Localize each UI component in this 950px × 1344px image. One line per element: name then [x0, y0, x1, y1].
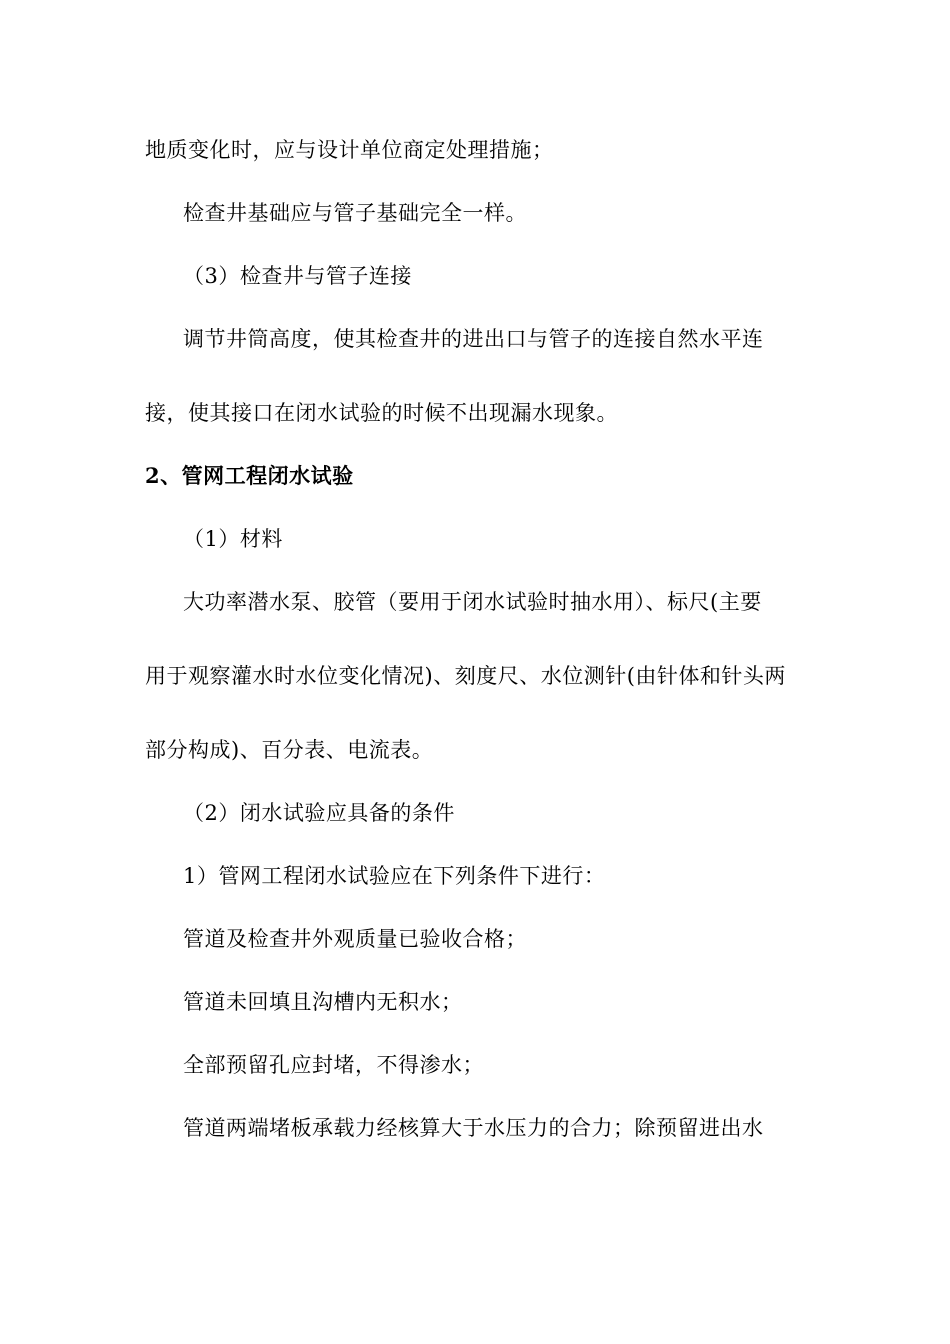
list-item: 1）管网工程闭水试验应在下列条件下进行： [183, 864, 606, 888]
paragraph-line: 大功率潜水泵、胶管（要用于闭水试验时抽水用）、标尺(主要 [183, 590, 762, 614]
subsection-heading: （1）材料 [183, 527, 283, 551]
paragraph-line: 用于观察灌水时水位变化情况)、刻度尺、水位测针(由针体和针头两 [145, 664, 786, 688]
paragraph-line: 地质变化时，应与设计单位商定处理措施； [145, 138, 554, 162]
list-item: 管道两端堵板承载力经核算大于水压力的合力；除预留进出水 [183, 1116, 764, 1140]
subsection-heading: （2）闭水试验应具备的条件 [183, 801, 455, 825]
subsection-heading: （3）检查井与管子连接 [183, 264, 412, 288]
paragraph-line: 调节井筒高度，使其检查井的进出口与管子的连接自然水平连 [183, 327, 764, 351]
paragraph-line: 部分构成)、百分表、电流表。 [145, 738, 434, 762]
section-heading: 2、管网工程闭水试验 [145, 463, 354, 488]
paragraph-line: 接，使其接口在闭水试验的时候不出现漏水现象。 [145, 401, 618, 425]
list-item: 全部预留孔应封堵，不得渗水； [183, 1053, 484, 1077]
list-item: 管道未回填且沟槽内无积水； [183, 990, 463, 1014]
list-item: 管道及检查井外观质量已验收合格； [183, 927, 527, 951]
paragraph-line: 检查井基础应与管子基础完全一样。 [183, 201, 527, 225]
